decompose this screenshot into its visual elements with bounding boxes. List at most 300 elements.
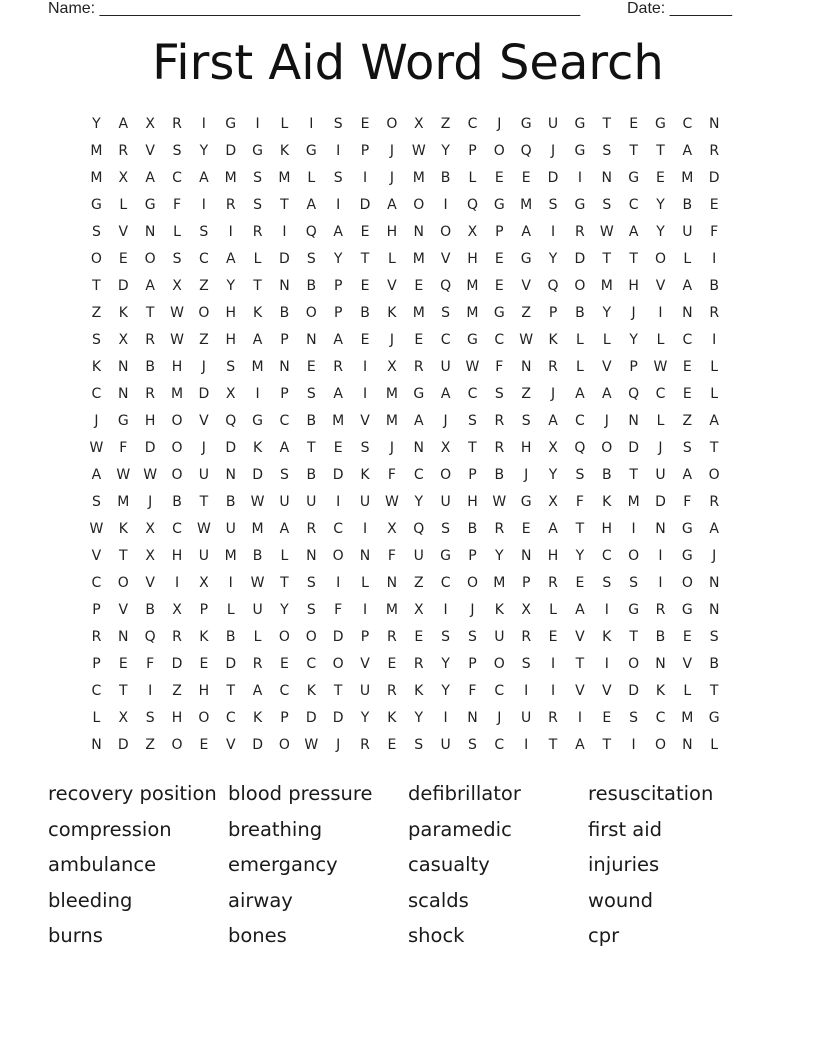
grid-cell[interactable]: L (226, 602, 235, 618)
grid-cell[interactable]: K (414, 683, 424, 699)
grid-cell[interactable]: P (468, 548, 477, 564)
grid-cell[interactable]: B (145, 359, 155, 375)
grid-cell[interactable]: M (224, 548, 237, 564)
grid-cell[interactable]: C (655, 710, 666, 726)
grid-cell[interactable]: A (118, 116, 129, 132)
grid-cell[interactable]: R (252, 224, 263, 240)
grid-cell[interactable]: I (282, 224, 287, 240)
grid-cell[interactable]: S (91, 332, 101, 348)
grid-cell[interactable]: M (600, 278, 613, 294)
grid-cell[interactable]: S (682, 440, 692, 456)
grid-cell[interactable]: M (332, 413, 345, 429)
grid-cell[interactable]: I (336, 494, 341, 510)
grid-cell[interactable]: E (199, 656, 209, 672)
grid-cell[interactable]: N (467, 710, 478, 726)
grid-cell[interactable]: K (602, 494, 612, 510)
grid-cell[interactable]: T (602, 251, 612, 267)
grid-cell[interactable]: T (253, 278, 262, 294)
grid-cell[interactable]: N (91, 737, 102, 753)
grid-cell[interactable]: D (655, 494, 666, 510)
grid-cell[interactable]: R (118, 143, 129, 159)
grid-cell[interactable]: U (440, 494, 451, 510)
grid-cell[interactable]: Y (656, 224, 665, 240)
grid-cell[interactable]: V (387, 278, 397, 294)
grid-cell[interactable]: Z (521, 386, 531, 402)
grid-cell[interactable]: H (601, 521, 613, 537)
grid-cell[interactable]: Y (441, 143, 450, 159)
grid-cell[interactable]: A (91, 467, 102, 483)
grid-cell[interactable]: Q (144, 629, 156, 645)
grid-cell[interactable]: R (172, 629, 182, 645)
grid-cell[interactable]: L (602, 332, 611, 348)
grid-cell[interactable]: I (577, 170, 582, 186)
grid-cell[interactable]: A (199, 170, 209, 186)
grid-cell[interactable]: M (224, 170, 237, 186)
grid-cell[interactable]: C (467, 116, 478, 132)
grid-cell[interactable]: X (548, 494, 558, 510)
grid-cell[interactable]: Y (360, 710, 370, 726)
grid-cell[interactable]: V (521, 278, 531, 294)
grid-cell[interactable]: H (467, 251, 478, 267)
grid-cell[interactable]: Q (305, 224, 317, 240)
grid-cell[interactable]: B (225, 494, 236, 510)
grid-cell[interactable]: L (549, 602, 557, 618)
grid-cell[interactable]: E (199, 737, 209, 753)
grid-cell[interactable]: V (682, 656, 693, 672)
grid-cell[interactable]: K (118, 521, 128, 537)
grid-cell[interactable]: A (333, 224, 343, 240)
grid-cell[interactable]: I (604, 656, 609, 672)
grid-cell[interactable]: I (443, 602, 448, 618)
grid-cell[interactable]: R (709, 494, 720, 510)
grid-cell[interactable]: B (225, 629, 236, 645)
grid-cell[interactable]: O (601, 440, 613, 456)
grid-cell[interactable]: E (118, 656, 128, 672)
grid-cell[interactable]: M (681, 170, 694, 186)
grid-cell[interactable]: O (198, 305, 210, 321)
grid-cell[interactable]: R (548, 575, 558, 591)
grid-cell[interactable]: G (117, 413, 129, 429)
grid-cell[interactable]: S (172, 143, 182, 159)
grid-cell[interactable]: C (467, 386, 478, 402)
grid-cell[interactable]: E (548, 629, 558, 645)
grid-cell[interactable]: R (575, 224, 585, 240)
grid-cell[interactable]: K (602, 629, 612, 645)
grid-cell[interactable]: Y (92, 116, 101, 132)
grid-cell[interactable]: S (602, 575, 612, 591)
grid-cell[interactable]: D (171, 656, 183, 672)
grid-cell[interactable]: Y (333, 251, 343, 267)
grid-cell[interactable]: I (362, 521, 368, 537)
grid-cell[interactable]: I (524, 737, 529, 753)
grid-cell[interactable]: U (198, 548, 209, 564)
grid-cell[interactable]: J (470, 602, 475, 618)
grid-cell[interactable]: U (252, 602, 263, 618)
grid-cell[interactable]: A (682, 278, 693, 294)
grid-cell[interactable]: I (443, 710, 448, 726)
grid-cell[interactable]: T (548, 737, 558, 753)
grid-cell[interactable]: T (92, 278, 101, 294)
grid-cell[interactable]: A (521, 224, 531, 240)
grid-cell[interactable]: Q (466, 197, 478, 213)
grid-cell[interactable]: C (440, 575, 451, 591)
grid-cell[interactable]: F (387, 467, 396, 483)
grid-cell[interactable]: Y (575, 548, 585, 564)
grid-cell[interactable]: S (414, 737, 424, 753)
grid-cell[interactable]: R (655, 602, 666, 618)
grid-cell[interactable]: T (629, 251, 638, 267)
grid-cell[interactable]: L (387, 251, 396, 267)
grid-cell[interactable]: I (658, 548, 663, 564)
grid-cell[interactable]: U (682, 224, 693, 240)
grid-cell[interactable]: L (710, 386, 719, 402)
grid-cell[interactable]: T (360, 251, 370, 267)
grid-cell[interactable]: H (171, 710, 183, 726)
grid-cell[interactable]: M (466, 305, 479, 321)
grid-cell[interactable]: L (710, 737, 719, 753)
grid-cell[interactable]: D (332, 629, 344, 645)
grid-cell[interactable]: D (305, 710, 317, 726)
grid-cell[interactable]: P (333, 278, 343, 294)
grid-cell[interactable]: M (90, 143, 103, 159)
grid-cell[interactable]: L (656, 332, 665, 348)
grid-cell[interactable]: C (575, 413, 585, 429)
grid-cell[interactable]: N (655, 521, 666, 537)
grid-cell[interactable]: G (440, 548, 452, 564)
grid-cell[interactable]: C (494, 683, 505, 699)
grid-cell[interactable]: I (362, 602, 368, 618)
grid-cell[interactable]: M (278, 170, 291, 186)
grid-cell[interactable]: B (655, 629, 666, 645)
grid-cell[interactable]: L (280, 548, 289, 564)
grid-cell[interactable]: G (493, 197, 505, 213)
grid-cell[interactable]: J (604, 413, 609, 429)
grid-cell[interactable]: L (92, 710, 101, 726)
grid-cell[interactable]: V (145, 575, 155, 591)
grid-cell[interactable]: K (91, 359, 102, 375)
grid-cell[interactable]: G (413, 386, 425, 402)
grid-cell[interactable]: O (440, 467, 452, 483)
grid-cell[interactable]: C (682, 116, 693, 132)
grid-cell[interactable]: O (386, 116, 398, 132)
grid-cell[interactable]: I (309, 116, 314, 132)
grid-cell[interactable]: G (305, 143, 317, 159)
grid-cell[interactable]: K (548, 332, 558, 348)
grid-cell[interactable]: K (118, 305, 128, 321)
grid-cell[interactable]: L (468, 170, 477, 186)
grid-cell[interactable]: F (387, 548, 396, 564)
grid-cell[interactable]: P (360, 629, 370, 645)
grid-cell[interactable]: C (413, 467, 424, 483)
grid-cell[interactable]: G (144, 197, 156, 213)
grid-cell[interactable]: S (91, 494, 101, 510)
grid-cell[interactable]: U (440, 359, 451, 375)
grid-cell[interactable]: E (387, 737, 397, 753)
grid-cell[interactable]: M (520, 197, 533, 213)
grid-cell[interactable]: X (118, 332, 129, 348)
grid-cell[interactable]: J (389, 170, 394, 186)
grid-cell[interactable]: E (280, 656, 289, 672)
grid-cell[interactable]: A (333, 386, 343, 402)
grid-cell[interactable]: O (171, 737, 183, 753)
grid-cell[interactable]: F (334, 602, 343, 618)
grid-cell[interactable]: G (574, 143, 586, 159)
grid-cell[interactable]: E (494, 251, 504, 267)
grid-cell[interactable]: C (225, 710, 236, 726)
grid-cell[interactable]: D (225, 143, 237, 159)
grid-cell[interactable]: W (116, 467, 131, 483)
grid-cell[interactable]: P (360, 143, 370, 159)
grid-cell[interactable]: P (333, 305, 343, 321)
grid-cell[interactable]: O (681, 575, 693, 591)
grid-cell[interactable]: J (389, 332, 394, 348)
grid-cell[interactable]: D (547, 170, 559, 186)
grid-cell[interactable]: C (91, 386, 102, 402)
grid-cell[interactable]: V (440, 251, 451, 267)
grid-cell[interactable]: I (336, 197, 341, 213)
grid-cell[interactable]: G (655, 116, 666, 132)
grid-cell[interactable]: C (494, 737, 505, 753)
grid-cell[interactable]: G (252, 413, 264, 429)
grid-cell[interactable]: D (252, 467, 263, 483)
grid-cell[interactable]: Y (199, 143, 209, 159)
grid-cell[interactable]: S (441, 629, 451, 645)
grid-cell[interactable]: I (228, 224, 233, 240)
grid-cell[interactable]: U (279, 494, 290, 510)
grid-cell[interactable]: Z (145, 737, 155, 753)
grid-cell[interactable]: G (628, 602, 640, 618)
grid-cell[interactable]: C (601, 548, 612, 564)
grid-cell[interactable]: D (708, 170, 720, 186)
grid-cell[interactable]: E (414, 332, 424, 348)
grid-cell[interactable]: J (201, 359, 206, 375)
grid-cell[interactable]: A (440, 386, 451, 402)
grid-cell[interactable]: J (389, 440, 394, 456)
grid-cell[interactable]: E (494, 278, 504, 294)
grid-cell[interactable]: P (199, 602, 209, 618)
grid-cell[interactable]: C (628, 197, 639, 213)
grid-cell[interactable]: P (521, 575, 531, 591)
grid-cell[interactable]: A (387, 197, 397, 213)
grid-cell[interactable]: S (709, 629, 719, 645)
grid-cell[interactable]: I (604, 602, 609, 618)
grid-cell[interactable]: X (387, 521, 397, 537)
grid-cell[interactable]: Z (199, 332, 209, 348)
grid-cell[interactable]: Y (226, 278, 235, 294)
grid-cell[interactable]: I (362, 170, 368, 186)
grid-cell[interactable]: T (602, 116, 612, 132)
grid-cell[interactable]: K (306, 683, 316, 699)
grid-cell[interactable]: T (145, 305, 155, 321)
grid-cell[interactable]: V (199, 413, 209, 429)
grid-cell[interactable]: W (492, 494, 507, 510)
grid-cell[interactable]: O (90, 251, 102, 267)
grid-cell[interactable]: K (387, 710, 397, 726)
grid-cell[interactable]: K (252, 305, 263, 321)
grid-cell[interactable]: G (91, 197, 102, 213)
grid-cell[interactable]: V (575, 683, 585, 699)
grid-cell[interactable]: D (332, 710, 344, 726)
grid-cell[interactable]: N (225, 467, 236, 483)
grid-cell[interactable]: S (226, 359, 236, 375)
grid-cell[interactable]: Q (440, 278, 452, 294)
grid-cell[interactable]: R (333, 359, 344, 375)
grid-cell[interactable]: Y (602, 305, 612, 321)
grid-cell[interactable]: X (199, 575, 209, 591)
grid-cell[interactable]: R (360, 737, 370, 753)
grid-cell[interactable]: M (412, 305, 425, 321)
grid-cell[interactable]: B (145, 602, 155, 618)
grid-cell[interactable]: D (117, 278, 129, 294)
grid-cell[interactable]: L (710, 359, 719, 375)
grid-cell[interactable]: R (494, 521, 505, 537)
grid-cell[interactable]: K (655, 683, 666, 699)
grid-cell[interactable]: H (225, 332, 236, 348)
grid-cell[interactable]: L (575, 332, 584, 348)
grid-cell[interactable]: M (170, 386, 184, 402)
grid-cell[interactable]: B (306, 278, 317, 294)
grid-cell[interactable]: A (145, 278, 155, 294)
grid-cell[interactable]: U (494, 629, 505, 645)
grid-cell[interactable]: X (387, 359, 397, 375)
grid-cell[interactable]: T (280, 197, 289, 213)
grid-cell[interactable]: W (250, 494, 265, 510)
grid-cell[interactable]: L (575, 359, 584, 375)
grid-cell[interactable]: Q (413, 521, 425, 537)
grid-cell[interactable]: K (199, 629, 209, 645)
grid-cell[interactable]: M (466, 278, 479, 294)
grid-cell[interactable]: U (413, 548, 424, 564)
grid-cell[interactable]: E (360, 332, 370, 348)
grid-cell[interactable]: B (306, 413, 317, 429)
grid-cell[interactable]: Q (520, 143, 532, 159)
grid-cell[interactable]: I (443, 197, 448, 213)
grid-cell[interactable]: I (255, 116, 260, 132)
grid-cell[interactable]: E (494, 170, 504, 186)
grid-cell[interactable]: C (440, 332, 451, 348)
grid-cell[interactable]: S (145, 710, 155, 726)
grid-cell[interactable]: I (336, 143, 341, 159)
grid-cell[interactable]: S (468, 629, 477, 645)
grid-cell[interactable]: D (252, 737, 263, 753)
grid-cell[interactable]: T (602, 737, 612, 753)
grid-cell[interactable]: T (656, 143, 665, 159)
grid-cell[interactable]: R (413, 359, 424, 375)
grid-cell[interactable]: H (144, 413, 156, 429)
grid-cell[interactable]: I (255, 386, 260, 402)
grid-cell[interactable]: X (172, 278, 182, 294)
grid-cell[interactable]: U (440, 737, 451, 753)
grid-cell[interactable]: B (601, 467, 612, 483)
grid-cell[interactable]: S (306, 386, 316, 402)
grid-cell[interactable]: T (333, 683, 343, 699)
grid-cell[interactable]: O (332, 548, 344, 564)
grid-cell[interactable]: K (360, 467, 370, 483)
grid-cell[interactable]: E (575, 575, 585, 591)
grid-cell[interactable]: G (681, 548, 693, 564)
grid-cell[interactable]: I (336, 575, 341, 591)
grid-cell[interactable]: A (682, 143, 693, 159)
grid-cell[interactable]: N (306, 332, 317, 348)
grid-cell[interactable]: S (306, 575, 316, 591)
grid-cell[interactable]: S (253, 197, 263, 213)
grid-cell[interactable]: S (629, 575, 639, 591)
grid-cell[interactable]: U (359, 494, 371, 510)
grid-cell[interactable]: T (709, 440, 719, 456)
grid-cell[interactable]: S (91, 224, 101, 240)
grid-cell[interactable]: S (306, 602, 316, 618)
grid-cell[interactable]: X (413, 116, 424, 132)
grid-cell[interactable]: E (118, 251, 128, 267)
grid-cell[interactable]: C (279, 413, 290, 429)
grid-cell[interactable]: E (682, 629, 692, 645)
grid-cell[interactable]: A (575, 602, 585, 618)
grid-cell[interactable]: J (631, 305, 636, 321)
grid-cell[interactable]: D (225, 656, 237, 672)
grid-cell[interactable]: V (118, 602, 129, 618)
grid-cell[interactable]: P (280, 386, 289, 402)
grid-cell[interactable]: X (548, 440, 558, 456)
grid-cell[interactable]: M (627, 494, 640, 510)
grid-cell[interactable]: F (495, 359, 504, 375)
grid-cell[interactable]: U (225, 521, 236, 537)
grid-cell[interactable]: M (385, 413, 398, 429)
grid-cell[interactable]: L (280, 116, 289, 132)
grid-cell[interactable]: D (359, 197, 371, 213)
grid-cell[interactable]: Z (440, 116, 451, 132)
grid-cell[interactable]: G (628, 170, 640, 186)
grid-cell[interactable]: A (682, 467, 693, 483)
grid-cell[interactable]: J (94, 413, 99, 429)
grid-cell[interactable]: T (199, 494, 209, 510)
grid-cell[interactable]: R (494, 413, 505, 429)
grid-cell[interactable]: S (360, 440, 370, 456)
grid-cell[interactable]: D (144, 440, 156, 456)
grid-cell[interactable]: R (306, 521, 317, 537)
grid-cell[interactable]: Q (574, 440, 586, 456)
grid-cell[interactable]: G (574, 197, 586, 213)
grid-cell[interactable]: L (307, 170, 316, 186)
grid-cell[interactable]: S (199, 224, 209, 240)
grid-cell[interactable]: C (91, 575, 102, 591)
grid-cell[interactable]: S (494, 386, 504, 402)
grid-cell[interactable]: V (655, 278, 666, 294)
grid-cell[interactable]: A (279, 440, 290, 456)
grid-cell[interactable]: N (520, 359, 532, 375)
grid-cell[interactable]: O (305, 305, 317, 321)
grid-cell[interactable]: A (601, 386, 612, 402)
grid-cell[interactable]: G (574, 116, 586, 132)
grid-cell[interactable]: E (629, 116, 639, 132)
grid-cell[interactable]: Z (91, 305, 102, 321)
grid-cell[interactable]: I (712, 251, 717, 267)
grid-cell[interactable]: T (280, 575, 289, 591)
grid-cell[interactable]: V (601, 359, 612, 375)
grid-cell[interactable]: I (577, 710, 582, 726)
grid-cell[interactable]: E (602, 710, 612, 726)
grid-cell[interactable]: W (89, 521, 104, 537)
grid-cell[interactable]: R (225, 197, 236, 213)
grid-cell[interactable]: F (119, 440, 128, 456)
grid-cell[interactable]: X (413, 602, 424, 618)
grid-cell[interactable]: O (413, 197, 425, 213)
grid-cell[interactable]: M (385, 602, 398, 618)
grid-cell[interactable]: F (172, 197, 182, 213)
grid-cell[interactable]: M (90, 170, 103, 186)
grid-cell[interactable]: N (520, 548, 532, 564)
grid-cell[interactable]: J (443, 413, 448, 429)
grid-cell[interactable]: U (547, 116, 559, 132)
